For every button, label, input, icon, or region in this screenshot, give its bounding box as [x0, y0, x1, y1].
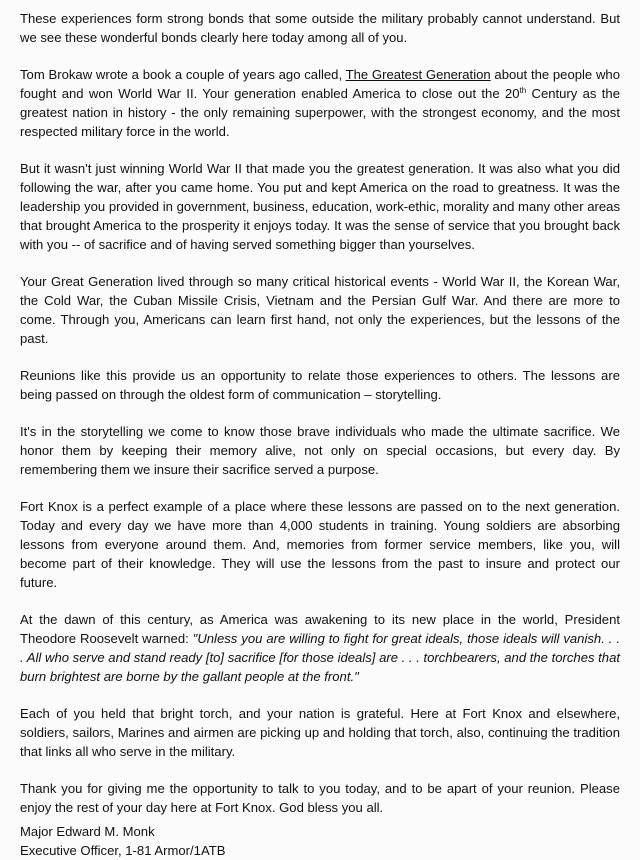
superscript-ordinal: th: [519, 86, 527, 95]
paragraph-torch: Each of you held that bright torch, and your nation is grateful. Here at Fort Knox and elsewhere, soldiers, sailors, Marines and airmen are picking up and holding that torch, also, continuing the tradition that links all who serve in the military.: [20, 706, 620, 759]
paragraph-closing: Thank you for giving me the opportunity to talk to you today, and to be apart of your reunion. Please enjoy the rest of your day here at Fort Knox. God bless you all.: [20, 781, 620, 815]
paragraph-text: Tom Brokaw wrote a book a couple of years ago called,: [20, 67, 346, 82]
signature-name: Major Edward M. Monk: [20, 824, 155, 839]
paragraph-roosevelt: [20, 610, 620, 686]
paragraph-after-war: But it wasn't just winning World War II that made you the greatest generation. It was also what you did following the war, after you came home. You put and kept America on the road to greatness. It was the leadership you provided in government, business, education, work-ethic, morality and many other areas that brought America to the prosperity it enjoys today. It was the sense of service that you brought back with you -- of sacrifice and of having served something bigger than yourselves.: [20, 161, 620, 252]
paragraph-historical-events: Your Great Generation lived through so many critical historical events - World War II, the Korean War, the Cold War, the Cuban Missile Crisis, Vietnam and the Persian Gulf War. And there are more to come. Through you, Americans can learn first hand, not only the experiences, but the lessons of the past.: [20, 274, 620, 346]
signature-title: Executive Officer, 1-81 Armor/1ATB: [20, 843, 226, 858]
paragraph-bonds: These experiences form strong bonds that some outside the military probably cannot understand. But we see these wonderful bonds clearly here today among all of you.: [20, 11, 620, 45]
paragraph-text: Century as the greatest nation in history - the only remaining superpower, with the strongest economy, and the most respected military force in the world.: [20, 86, 620, 139]
paragraph-brokaw: [20, 65, 620, 141]
paragraph-fort-knox: Fort Knox is a perfect example of a place where these lessons are passed on to the next generation. Today and every day we have more than 4,000 students in training. Young soldiers are absorbing lessons from everyone around them. And, memories from former service members, like you, will become part of their knowledge. They will use the lessons from the past to insure and protect our future.: [20, 499, 620, 590]
paragraph-reunions: Reunions like this provide us an opportunity to relate those experiences to others. The lessons are being passed on through the oldest form of communication – storytelling.: [20, 368, 620, 402]
roosevelt-quote: "Unless you are willing to fight for great ideals, those ideals will vanish. . . . All who serve and stand ready [to] sacrifice [for those ideals] are . . . torchbearers, and the torches that burn brightest are borne by the gallant people at the front.": [20, 631, 620, 684]
paragraph-storytelling: It's in the storytelling we come to know those brave individuals who made the ultimate sacrifice. We honor them by keeping their memory alive, not only on special occasions, but every day. By remembering them we insure their sacrifice served a purpose.: [20, 424, 620, 477]
paragraph-text: At the dawn of this century, as America was awakening to its new place in the world, President Theodore Roosevelt warned:: [20, 612, 620, 646]
book-title: The Greatest Generation: [345, 67, 491, 82]
paragraph-text: about the people who fought and won World War II. Your generation enabled America to close out the 20: [20, 67, 620, 101]
